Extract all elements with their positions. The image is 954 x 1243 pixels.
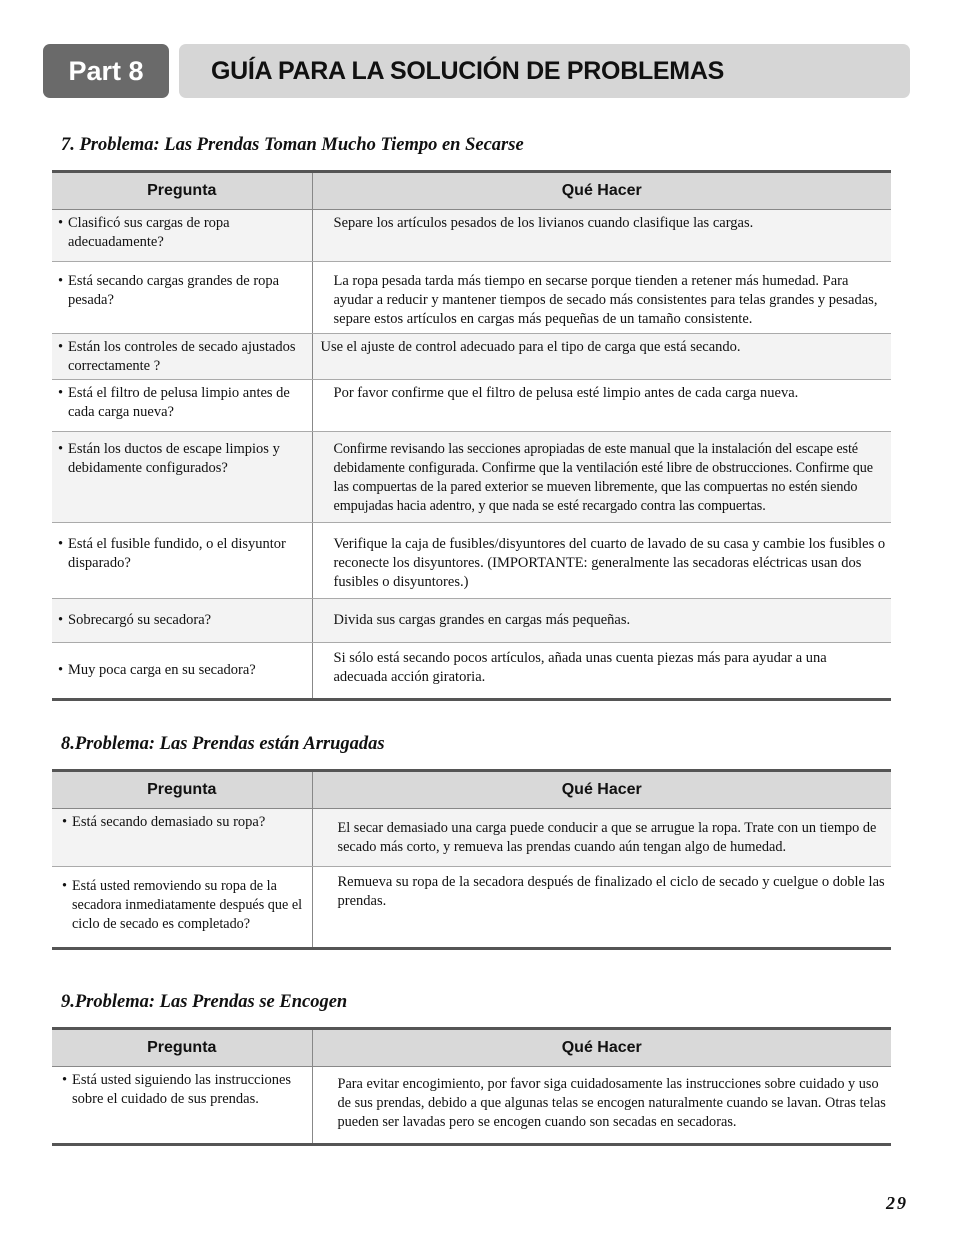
- answer-text: Use el ajuste de control adecuado para el tipo de carga que está secando.: [312, 334, 891, 380]
- section-7-table: [52, 170, 891, 701]
- column-header-answer: Qué Hacer: [312, 771, 891, 809]
- answer-text: Separe los artículos pesados de los livianos cuando clasifique las cargas.: [312, 210, 891, 262]
- page-header: [43, 44, 910, 98]
- table-row: • Está usted siguiendo las instrucciones sobre el cuidado de sus prendas. Para evitar encogimiento, por favor siga cuidadosamente las instrucciones sobre cuidado y uso de sus prendas, debido a que algunas telas se encogen naturalmente cuando se lavan. Otras telas pueden ser lavadas pero se encogen cuando son secadas en secadoras.: [52, 1067, 891, 1145]
- table-row: • Están los controles de secado ajustados correctamente ? Use el ajuste de control adecuado para el tipo de carga que está secando.: [52, 334, 891, 380]
- table-row: • Están los ductos de escape limpios y debidamente configurados? Confirme revisando las secciones apropiadas de este manual que la instalación del escape esté debidamente configurada. Confirme que la ventilación esté libre de obstrucciones. Confirme que las compuertas de la pared exterior se mueven libremente, que las compuertas no estén siendo empujadas hacia adentro, y que nada se esté recargado contra las compuertas.: [52, 432, 891, 523]
- question-text: Está usted removiendo su ropa de la secadora inmediatamente después que el ciclo de secado es completado?: [72, 878, 303, 932]
- section-8-table: [52, 769, 891, 950]
- chapter-title: GUÍA PARA LA SOLUCIÓN DE PROBLEMAS: [179, 44, 910, 98]
- page-number: 29: [886, 1193, 908, 1213]
- table-row: • Sobrecargó su secadora? Divida sus cargas grandes en cargas más pequeñas.: [52, 599, 891, 643]
- answer-text: Confirme revisando las secciones apropiadas de este manual que la instalación del escape esté debidamente configurada. Confirme que la ventilación esté libre de obstrucciones. Confirme que las compuertas de la pared exterior se mueven libremente, que las compuertas no estén siendo empujadas hacia adentro, y que nada se esté recargado contra las compuertas.: [312, 432, 891, 523]
- table-row: • Está el fusible fundido, o el disyuntor disparado? Verifique la caja de fusibles/disyuntores del cuarto de lavado de su casa y cambie los fusibles o reconecte los disyuntores. (IMPORTANTE: generalmente las secadoras eléctricas usan dos fusibles o disyuntores.): [52, 523, 891, 599]
- question-text: Clasificó sus cargas de ropa adecuadamente?: [68, 215, 230, 250]
- column-header-answer: Qué Hacer: [312, 1029, 891, 1067]
- table-row: • Está secando demasiado su ropa? El secar demasiado una carga puede conducir a que se arrugue la ropa. Trate con un tiempo de secado más corto, y remueva las prendas cuando aún tengan algo de humedad.: [52, 809, 891, 867]
- table-row: • Muy poca carga en su secadora? Si sólo está secando pocos artículos, añada unas cuenta piezas más para ayudar a una adecuada acción giratoria.: [52, 643, 891, 700]
- answer-text: Remueva su ropa de la secadora después de finalizado el ciclo de secado y cuelgue o doble las prendas.: [337, 874, 885, 909]
- answer-text: Si sólo está secando pocos artículos, añada unas cuenta piezas más para ayudar a una adecuada acción giratoria.: [333, 650, 827, 685]
- answer-text: Verifique la caja de fusibles/disyuntores del cuarto de lavado de su casa y cambie los fusibles o reconecte los disyuntores. (IMPORTANTE: generalmente las secadoras eléctricas usan dos fusibles o disyuntores.): [312, 523, 891, 599]
- table-row: • Clasificó sus cargas de ropa adecuadamente? Separe los artículos pesados de los livianos cuando clasifique las cargas.: [52, 210, 891, 262]
- table-row: • Está secando cargas grandes de ropa pesada? La ropa pesada tarda más tiempo en secarse porque tienden a retener más humedad. Para ayudar a reducir y mantener tiempos de secado más consistentes para telas grandes y pesadas, separe estos artículos en cargas más pequeñas de un tamaño consistente.: [52, 262, 891, 334]
- question-text: Está el fusible fundido, o el disyuntor disparado?: [68, 536, 286, 571]
- part-label: Part 8: [43, 44, 169, 98]
- column-header-question: Pregunta: [52, 771, 312, 809]
- question-text: Está secando cargas grandes de ropa pesada?: [68, 273, 280, 308]
- question-text: Están los ductos de escape limpios y debidamente configurados?: [68, 441, 280, 476]
- table-row: • Está el filtro de pelusa limpio antes de cada carga nueva? Por favor confirme que el filtro de pelusa esté limpio antes de cada carga nueva.: [52, 380, 891, 432]
- question-text: Está secando demasiado su ropa?: [72, 814, 266, 830]
- section-9-title: 9.Problema: Las Prendas se Encogen: [61, 992, 348, 1012]
- answer-text: Divida sus cargas grandes en cargas más pequeñas.: [312, 599, 891, 643]
- section-9-table: [52, 1027, 891, 1146]
- column-header-answer: Qué Hacer: [312, 172, 891, 210]
- table-row: • Está usted removiendo su ropa de la secadora inmediatamente después que el ciclo de secado es completado? Remueva su ropa de la secadora después de finalizado el ciclo de secado y cuelgue o doble las prendas.: [52, 867, 891, 949]
- question-text: Sobrecargó su secadora?: [68, 612, 212, 628]
- answer-text: Por favor confirme que el filtro de pelusa esté limpio antes de cada carga nueva.: [312, 380, 891, 432]
- question-text: Muy poca carga en su secadora?: [68, 662, 256, 678]
- question-text: Está usted siguiendo las instrucciones sobre el cuidado de sus prendas.: [72, 1072, 292, 1107]
- question-text: Está el filtro de pelusa limpio antes de cada carga nueva?: [68, 385, 290, 420]
- section-7-title: 7. Problema: Las Prendas Toman Mucho Tiempo en Secarse: [61, 135, 524, 155]
- answer-text: El secar demasiado una carga puede conducir a que se arrugue la ropa. Trate con un tiempo de secado más corto, y remueva las prendas cuando aún tengan algo de humedad.: [312, 809, 891, 867]
- column-header-question: Pregunta: [52, 172, 312, 210]
- answer-text: Para evitar encogimiento, por favor siga cuidadosamente las instrucciones sobre cuidado y uso de sus prendas, debido a que algunas telas se encogen naturalmente cuando se lavan. Otras telas pueden ser lavadas pero se encogen cuando son secadas en secadoras.: [337, 1076, 886, 1130]
- section-8-title: 8.Problema: Las Prendas están Arrugadas: [61, 734, 385, 754]
- question-text: Están los controles de secado ajustados correctamente ?: [68, 339, 296, 374]
- answer-text: La ropa pesada tarda más tiempo en secarse porque tienden a retener más humedad. Para ayudar a reducir y mantener tiempos de secado más consistentes para telas grandes y pesadas, separe estos artículos en cargas más pequeñas de un tamaño consistente.: [312, 262, 891, 334]
- column-header-question: Pregunta: [52, 1029, 312, 1067]
